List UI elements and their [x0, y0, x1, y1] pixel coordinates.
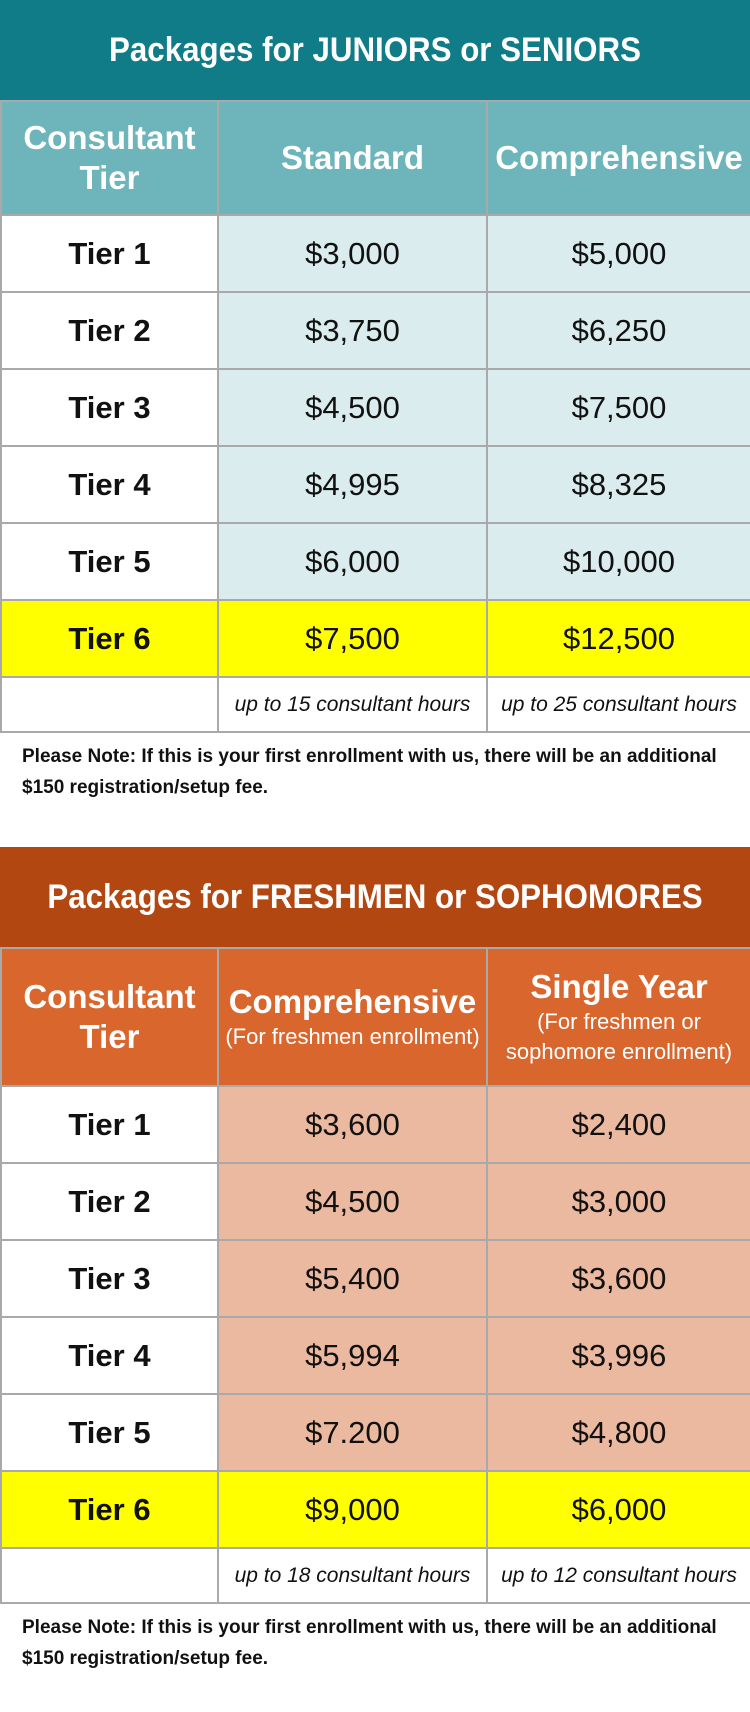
freshmen-sophomores-package [0, 847, 750, 1688]
tier-label: Tier 2 [1, 1163, 218, 1240]
header-comprehensive: Comprehensive [487, 101, 750, 215]
standard-price: $4,995 [218, 446, 487, 523]
standard-price: $6,000 [218, 523, 487, 600]
tier-label: Tier 5 [1, 1394, 218, 1471]
hours-row [1, 677, 750, 732]
header-single-year-label: Single Year [530, 968, 708, 1005]
hours-row [1, 1548, 750, 1603]
single-year-price: $2,400 [487, 1086, 750, 1163]
single-year-price: $4,800 [487, 1394, 750, 1471]
table-row [1, 1086, 750, 1163]
tier-label: Tier 3 [1, 1240, 218, 1317]
tier-label: Tier 2 [1, 292, 218, 369]
tier-label: Tier 5 [1, 523, 218, 600]
comprehensive-price: $5,400 [218, 1240, 487, 1317]
table-header-row [1, 101, 750, 215]
single-year-price: $3,600 [487, 1240, 750, 1317]
tier-label: Tier 4 [1, 1317, 218, 1394]
freshmen-price-table [0, 947, 750, 1604]
table-row [1, 1163, 750, 1240]
tier-label: Tier 6 [1, 1471, 218, 1548]
comprehensive-price: $6,250 [487, 292, 750, 369]
table-row [1, 1317, 750, 1394]
tier-label: Tier 3 [1, 369, 218, 446]
table-row [1, 1394, 750, 1471]
juniors-price-table [0, 100, 750, 733]
registration-fee-note: Please Note: If this is your first enrollment with us, there will be an additional $150 registration/setup fee. [22, 1617, 717, 1669]
hours-empty-cell [1, 677, 218, 732]
comprehensive-price: $12,500 [487, 600, 750, 677]
comprehensive-price: $10,000 [487, 523, 750, 600]
standard-price: $3,000 [218, 215, 487, 292]
table-row [1, 292, 750, 369]
header-comprehensive-sub: (For freshmen enrollment) [225, 1024, 480, 1049]
single-year-price: $3,996 [487, 1317, 750, 1394]
comprehensive-price: $7.200 [218, 1394, 487, 1471]
header-single-year [487, 948, 750, 1086]
comprehensive-price: $3,600 [218, 1086, 487, 1163]
header-comprehensive-label: Comprehensive [228, 983, 477, 1020]
comprehensive-price: $5,994 [218, 1317, 487, 1394]
registration-fee-note: Please Note: If this is your first enrollment with us, there will be an additional $150 registration/setup fee. [22, 746, 717, 798]
table-row [1, 1240, 750, 1317]
comprehensive-price: $5,000 [487, 215, 750, 292]
juniors-title: Packages for JUNIORS or SENIORS [109, 31, 641, 69]
comprehensive-price: $8,325 [487, 446, 750, 523]
comprehensive-price: $4,500 [218, 1163, 487, 1240]
header-consultant-tier: Consultant Tier [1, 101, 218, 215]
tier-label: Tier 1 [1, 1086, 218, 1163]
header-standard: Standard [218, 101, 487, 215]
tier-label: Tier 4 [1, 446, 218, 523]
single-year-hours: up to 12 consultant hours [487, 1548, 750, 1603]
comprehensive-hours: up to 25 consultant hours [487, 677, 750, 732]
table-row [1, 369, 750, 446]
standard-price: $4,500 [218, 369, 487, 446]
standard-hours: up to 15 consultant hours [218, 677, 487, 732]
tier-label: Tier 1 [1, 215, 218, 292]
header-consultant-tier: Consultant Tier [1, 948, 218, 1086]
freshmen-title: Packages for FRESHMEN or SOPHOMORES [47, 878, 703, 916]
comprehensive-hours: up to 18 consultant hours [218, 1548, 487, 1603]
table-row [1, 523, 750, 600]
hours-empty-cell [1, 1548, 218, 1603]
juniors-seniors-package [0, 0, 750, 817]
table-row-highlighted [1, 600, 750, 677]
tier-label: Tier 6 [1, 600, 218, 677]
comprehensive-price: $7,500 [487, 369, 750, 446]
table-row [1, 215, 750, 292]
comprehensive-price: $9,000 [218, 1471, 487, 1548]
standard-price: $7,500 [218, 600, 487, 677]
table-header-row [1, 948, 750, 1086]
header-comprehensive [218, 948, 487, 1086]
table-row-highlighted [1, 1471, 750, 1548]
header-single-year-sub: (For freshmen or sophomore enrollment) [505, 1009, 733, 1064]
standard-price: $3,750 [218, 292, 487, 369]
juniors-banner [0, 0, 750, 100]
single-year-price: $6,000 [487, 1471, 750, 1548]
table-row [1, 446, 750, 523]
single-year-price: $3,000 [487, 1163, 750, 1240]
freshmen-banner [0, 847, 750, 947]
